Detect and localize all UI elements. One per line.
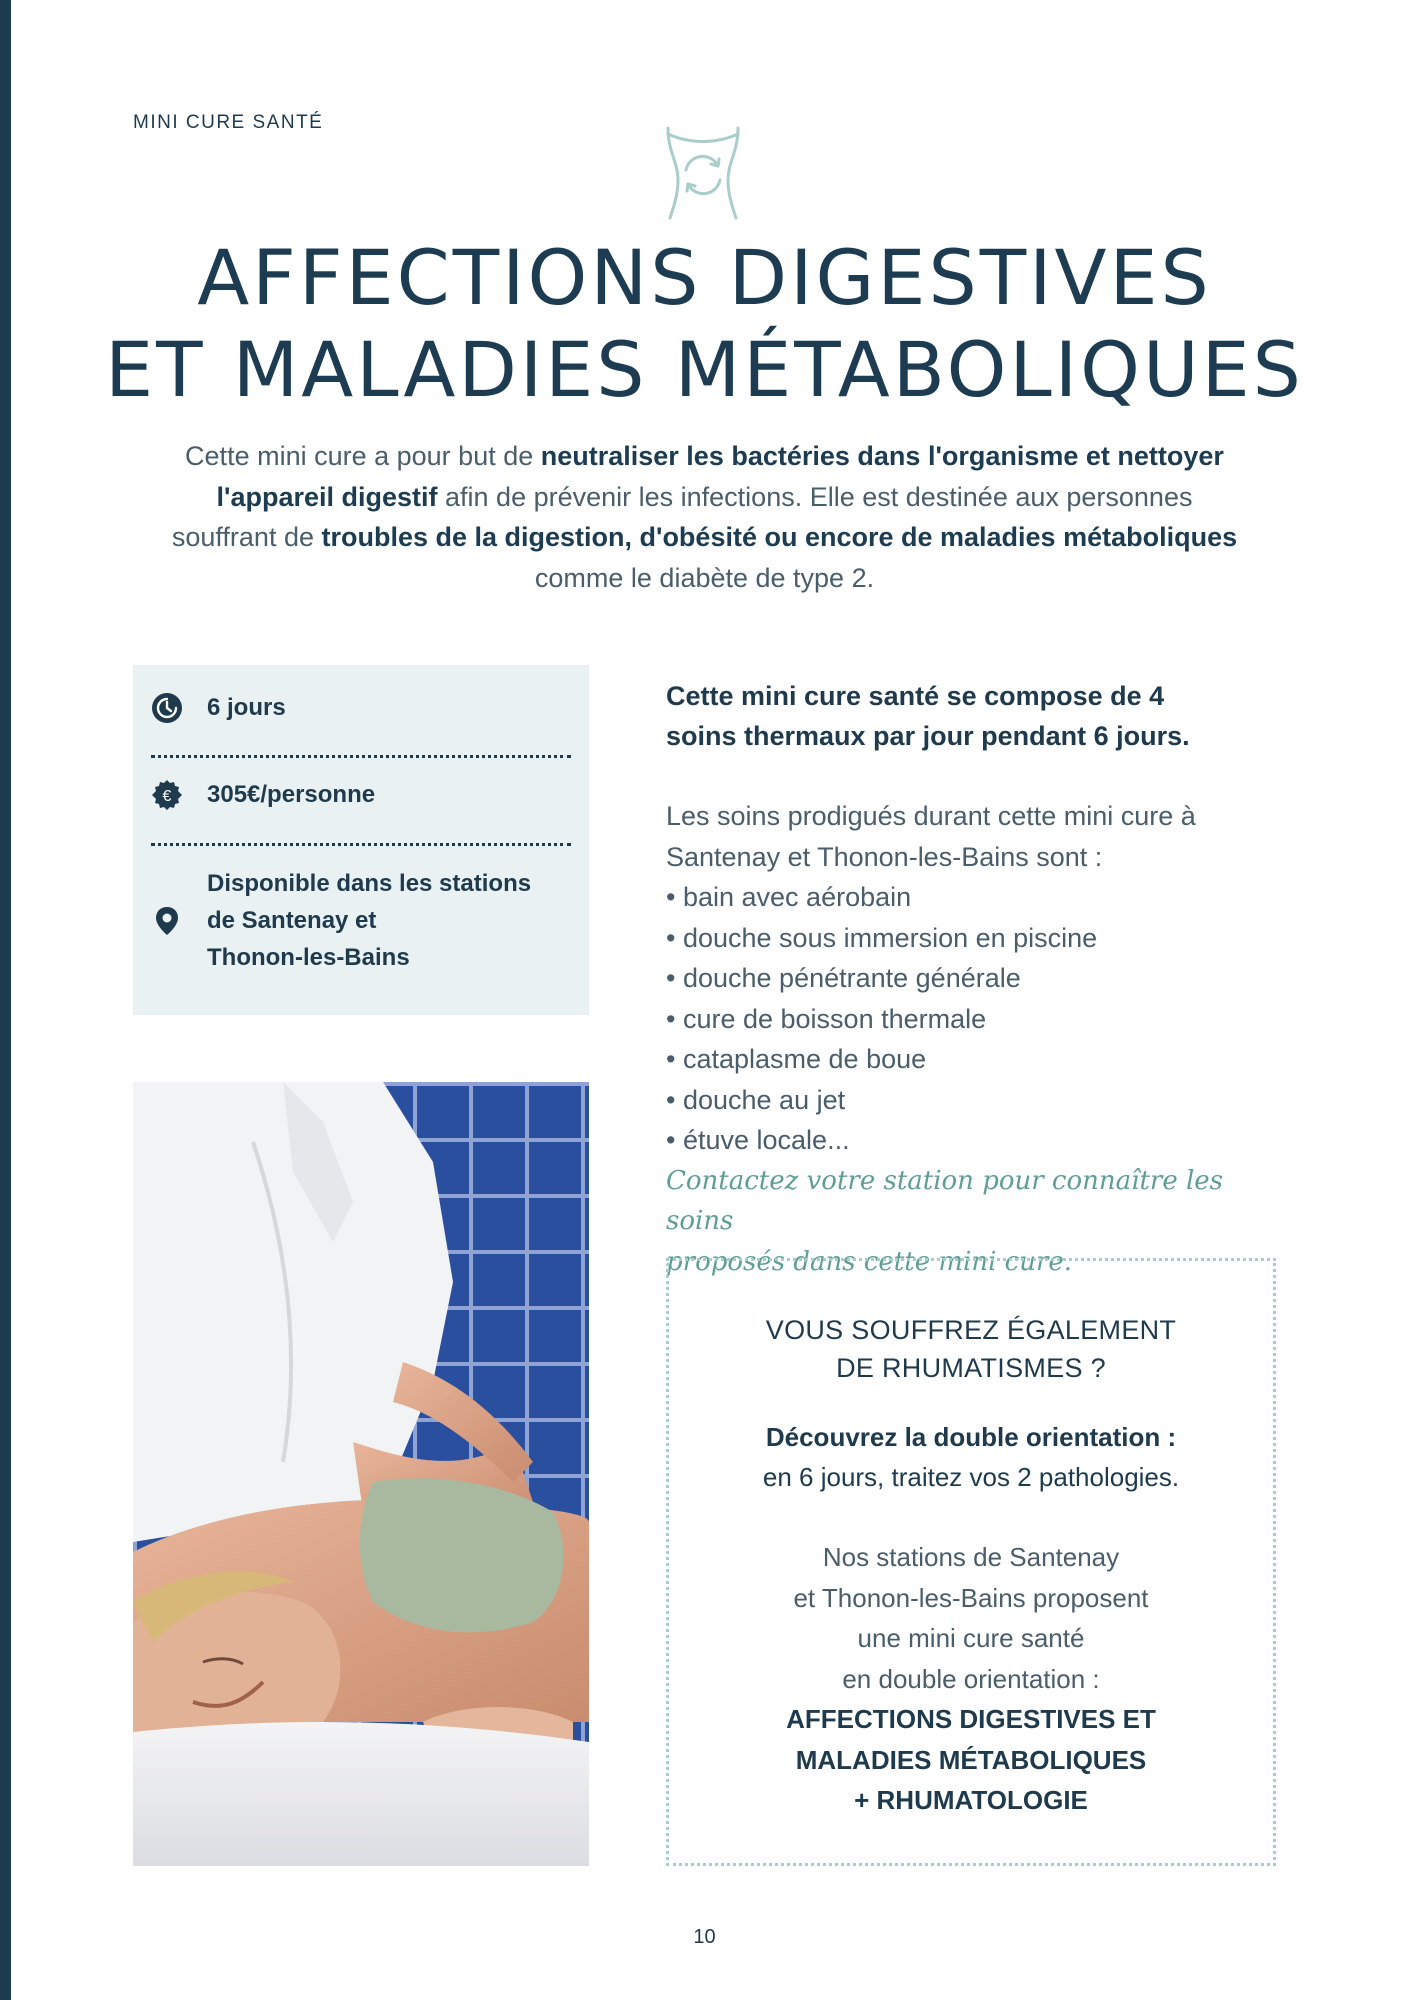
- svg-text:€: €: [162, 787, 172, 805]
- composition-lead: [666, 676, 1286, 756]
- promo-body-line-1: Nos stations de Santenay: [822, 1542, 1120, 1572]
- availability-text: [207, 865, 531, 976]
- intro-text-2: afin de prévenir les infections. Elle est destinée aux personnes souffrant de: [171, 481, 1193, 552]
- promo-title-line-2: DE RHUMATISMES ?: [836, 1353, 1106, 1383]
- intro-text-3: comme le diabète de type 2.: [534, 562, 875, 593]
- page-title: [40, 232, 1369, 416]
- intro-bold-1: neutraliser les bactéries dans l'organisme et nettoyer l'appareil digestif: [216, 441, 1224, 512]
- promo-body: [669, 1537, 1273, 1699]
- price-row: [151, 776, 571, 813]
- promo-orientation: [669, 1699, 1273, 1821]
- page-number: 10: [693, 1926, 716, 1948]
- page-title-line-2: ET MALADIES MÉTABOLIQUES: [105, 325, 1304, 414]
- price-text: 305€/personne: [207, 781, 376, 808]
- divider: [151, 843, 571, 846]
- promo-box: [666, 1258, 1276, 1866]
- intro-paragraph: [170, 436, 1239, 598]
- availability-line-1: Disponible dans les stations: [207, 870, 532, 897]
- availability-line-3: Thonon-les-Bains: [207, 944, 410, 971]
- info-box: [133, 665, 589, 1015]
- duration-text: 6 jours: [207, 694, 286, 721]
- composition-section: [666, 676, 1286, 1282]
- promo-orientation-line-2: MALADIES MÉTABOLIQUES: [795, 1744, 1147, 1775]
- section-label: MINI CURE SANTÉ: [133, 112, 324, 133]
- intro-text-1: Cette mini cure a pour but de: [185, 441, 541, 471]
- list-item: • douche pénétrante générale: [666, 958, 1286, 999]
- list-item: • cure de boisson thermale: [666, 999, 1286, 1040]
- promo-subtitle-text: en 6 jours, traitez vos 2 pathologies.: [762, 1462, 1180, 1492]
- intro-bold-2: troubles de la digestion, d'obésité ou encore de maladies métaboliques: [321, 522, 1238, 552]
- availability-row: [151, 865, 571, 976]
- contact-note-line-1: Contactez votre station pour connaître les soins: [666, 1165, 1224, 1236]
- duration-row: [151, 689, 571, 726]
- soins-list: [666, 877, 1286, 1161]
- digestion-icon: [660, 122, 746, 222]
- list-item: • bain avec aérobain: [666, 877, 1286, 918]
- promo-title-line-1: VOUS SOUFFREZ ÉGALEMENT: [765, 1315, 1177, 1345]
- promo-body-line-2: et Thonon-les-Bains proposent: [793, 1582, 1149, 1613]
- composition-intro-line-2: Santenay et Thonon-les-Bains sont :: [666, 841, 1103, 872]
- composition-intro: [666, 796, 1286, 877]
- list-item: • douche sous immersion en piscine: [666, 918, 1286, 959]
- page-title-line-1: AFFECTIONS DIGESTIVES: [197, 233, 1212, 322]
- composition-intro-line-1: Les soins prodigués durant cette mini cure à: [666, 801, 1196, 831]
- euro-icon: [151, 779, 183, 811]
- composition-lead-line-1: Cette mini cure santé se compose de 4: [666, 681, 1165, 711]
- divider: [151, 755, 571, 758]
- availability-line-2: de Santenay et: [207, 907, 377, 934]
- list-item: • douche au jet: [666, 1080, 1286, 1121]
- list-item: • étuve locale...: [666, 1120, 1286, 1161]
- clock-icon: [151, 692, 183, 724]
- promo-orientation-line-3: + RHUMATOLOGIE: [854, 1785, 1088, 1815]
- massage-photo: [133, 1082, 589, 1866]
- page-edge-bar: [0, 0, 11, 2000]
- promo-title: [669, 1311, 1273, 1387]
- promo-orientation-line-1: AFFECTIONS DIGESTIVES ET: [786, 1704, 1156, 1734]
- contact-note-line-2: proposés dans cette mini cure.: [666, 1246, 1073, 1277]
- promo-subtitle: [669, 1417, 1273, 1497]
- promo-body-line-4: en double orientation :: [842, 1663, 1100, 1694]
- composition-lead-line-2: soins thermaux par jour pendant 6 jours.: [666, 721, 1190, 751]
- promo-subtitle-bold: Découvrez la double orientation :: [765, 1422, 1177, 1452]
- promo-body-line-3: une mini cure santé: [857, 1623, 1085, 1653]
- list-item: • cataplasme de boue: [666, 1039, 1286, 1080]
- location-pin-icon: [151, 905, 183, 937]
